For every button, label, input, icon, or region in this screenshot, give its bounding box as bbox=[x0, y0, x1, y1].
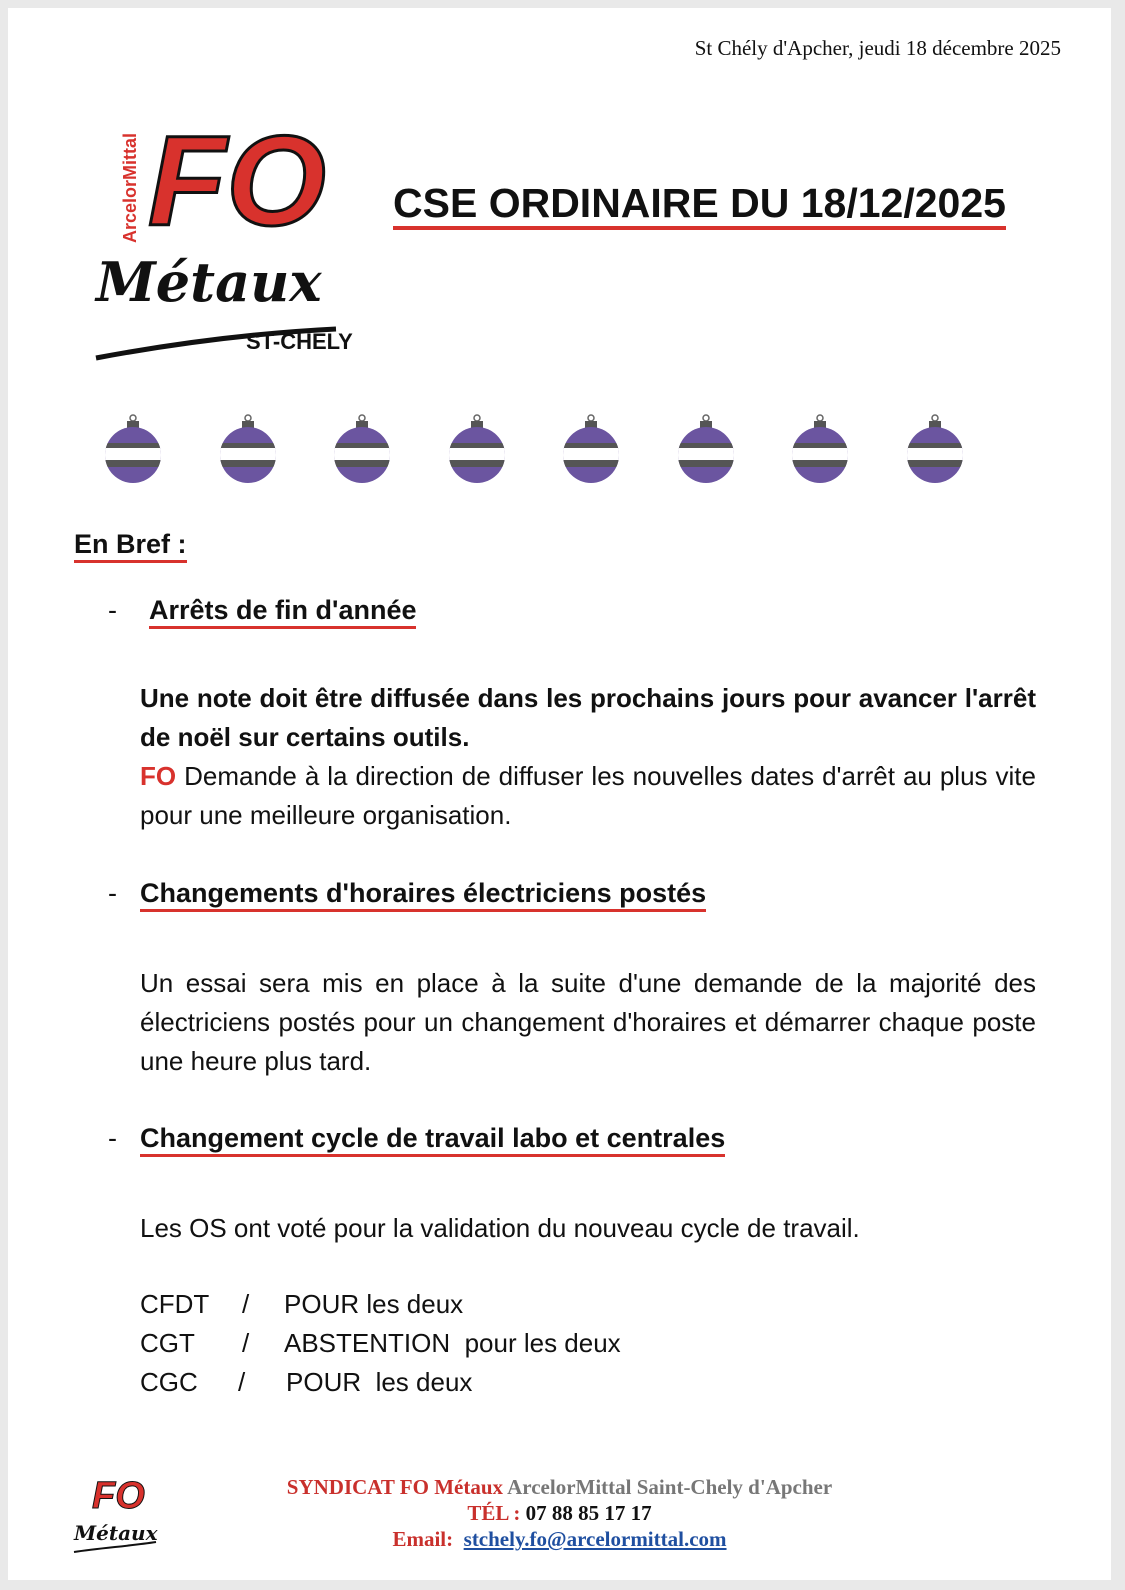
vote-row bbox=[140, 1324, 1111, 1363]
document-date: St Chély d'Apcher, jeudi 18 décembre 2025 bbox=[694, 36, 1061, 60]
item-title: Arrêts de fin d'année bbox=[149, 594, 416, 629]
vote-row bbox=[140, 1285, 1111, 1324]
vote-row bbox=[140, 1363, 1111, 1402]
ornament-icon bbox=[218, 413, 278, 490]
separator: / bbox=[238, 1367, 246, 1397]
tel-label: TÉL : bbox=[467, 1501, 526, 1525]
ornament-icon bbox=[790, 413, 850, 490]
item-body: Les OS ont voté pour la validation du nouveau cycle de travail. bbox=[140, 1213, 860, 1243]
logo-fo: FO bbox=[148, 110, 326, 253]
vote: ABSTENTION pour les deux bbox=[284, 1328, 621, 1358]
separator: / bbox=[242, 1328, 250, 1358]
footer-logo-metaux: Métaux bbox=[74, 1521, 158, 1545]
footer-company: ArcelorMittal Saint-Chely d'Apcher bbox=[503, 1475, 833, 1499]
email-label: Email: bbox=[392, 1527, 464, 1551]
item-title: Changements d'horaires électriciens postés bbox=[140, 877, 706, 912]
bullet-dash: - bbox=[108, 1123, 117, 1153]
item-body bbox=[140, 679, 1036, 835]
ornament-icon bbox=[103, 413, 163, 490]
vote: POUR les deux bbox=[284, 1289, 464, 1319]
fo-label: FO bbox=[140, 761, 177, 791]
logo-site: ST-CHÉLY bbox=[246, 329, 353, 354]
fo-metaux-logo bbox=[86, 103, 376, 363]
item-text: Demande à la direction de diffuser les nouvelles dates d'arrêt au plus vite pour une meilleure organisation. bbox=[140, 761, 1036, 830]
vote-list bbox=[140, 1285, 1111, 1402]
footer-syndicat: SYNDICAT FO Métaux bbox=[286, 1475, 504, 1499]
union: CGC bbox=[140, 1367, 198, 1397]
logo-brand: ArcelorMittal bbox=[120, 132, 140, 243]
item-title: Changement cycle de travail labo et centrales bbox=[140, 1122, 725, 1157]
footer-logo-fo: FO bbox=[92, 1475, 145, 1517]
ornament-icon bbox=[561, 413, 621, 490]
ornament-icon bbox=[905, 413, 965, 490]
vote: POUR les deux bbox=[286, 1367, 473, 1397]
ornament-icon bbox=[676, 413, 736, 490]
page-title: CSE ORDINAIRE DU 18/12/2025 bbox=[393, 180, 1006, 230]
separator: / bbox=[242, 1289, 250, 1319]
bullet-dash: - bbox=[108, 878, 117, 908]
bullet-dash: - bbox=[108, 595, 117, 625]
email-link[interactable]: stchely.fo@arcelormittal.com bbox=[463, 1527, 727, 1551]
ornament-row bbox=[103, 413, 1003, 485]
logo-metaux: Métaux bbox=[96, 250, 322, 314]
item-bold-text: Une note doit être diffusée dans les prochains jours pour avancer l'arrêt de noël sur certains outils. bbox=[140, 683, 1036, 752]
content bbox=[8, 528, 1111, 1402]
section-title: En Bref : bbox=[74, 528, 187, 563]
document-page bbox=[8, 8, 1111, 1580]
ornament-icon bbox=[332, 413, 392, 490]
union: CGT bbox=[140, 1328, 195, 1358]
tel-number: 07 88 85 17 17 bbox=[525, 1501, 652, 1525]
union: CFDT bbox=[140, 1289, 210, 1319]
ornament-icon bbox=[447, 413, 507, 490]
item-body: Un essai sera mis en place à la suite d'une demande de la majorité des électriciens postés pour un changement d'horaires et démarrer chaque poste une heure plus tard. bbox=[140, 968, 1036, 1076]
footer bbox=[8, 1474, 1111, 1552]
